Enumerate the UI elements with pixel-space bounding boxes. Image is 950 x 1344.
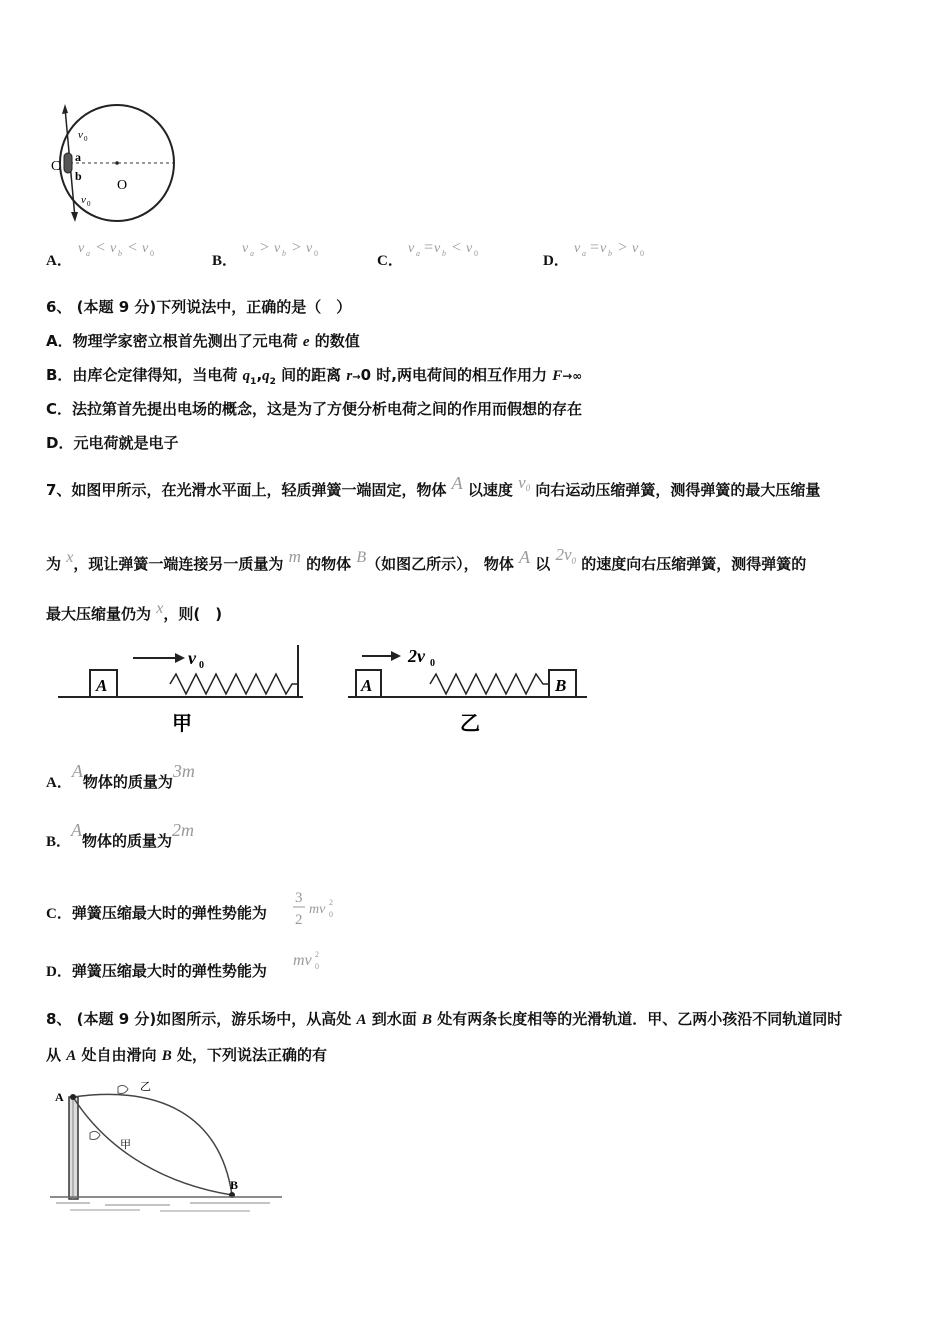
label-a: a <box>75 150 81 164</box>
svg-text:0: 0 <box>314 249 318 258</box>
svg-text:0: 0 <box>474 249 478 258</box>
label-jia: 甲 <box>120 1139 131 1151</box>
q6-option-d: D．元电荷就是电子 <box>46 434 179 452</box>
q5-option-a-expr <box>76 236 166 260</box>
q5-option-a-letter: A． <box>46 253 72 269</box>
q6-option-a: A．物理学家密立根首先测出了元电荷 e 的数值 <box>46 332 360 350</box>
q7-stem-line2: 为 x，现让弹簧一端连接另一质量为 m 的物体 B（如图乙所示）， 物体 A 以 $2v_0$ 的速度向右压缩弹簧，测得弹簧的 <box>46 545 807 573</box>
q7-option-d-formula <box>291 946 341 978</box>
label-point-b: B <box>230 1178 239 1192</box>
svg-text:0: 0 <box>84 135 88 143</box>
svg-text:0: 0 <box>315 962 319 971</box>
svg-text:v: v <box>466 241 473 256</box>
q6-option-b: B．由库仑定律得知，当电荷 $q_1,q_2$ 间的距离 r→0 时,两电荷间的相互作用力 F→∞ <box>46 366 583 387</box>
svg-text:b: b <box>442 249 446 258</box>
svg-text:0: 0 <box>430 658 435 669</box>
q8-stem-line2: 从 A 处自由滑向 B 处，下列说法正确的有 <box>46 1046 327 1064</box>
block-a-left: A <box>96 676 108 695</box>
svg-text:>: > <box>292 239 302 256</box>
svg-text:0: 0 <box>199 660 204 671</box>
spring-figure-right <box>345 640 595 740</box>
label-yi: 乙 <box>140 1081 151 1093</box>
svg-text:2: 2 <box>315 950 319 959</box>
svg-text:mv: mv <box>293 952 312 969</box>
q7-option-a: A．A物体的质量为3m <box>46 761 195 791</box>
svg-text:b: b <box>118 249 122 258</box>
svg-text:a: a <box>250 249 254 258</box>
svg-text:v: v <box>574 241 581 256</box>
svg-text:0: 0 <box>150 249 154 258</box>
svg-text:0: 0 <box>87 200 91 208</box>
svg-text:b: b <box>608 249 612 258</box>
label-c: C <box>51 159 61 174</box>
svg-text:b: b <box>282 249 286 258</box>
svg-text:2: 2 <box>295 912 303 928</box>
svg-text:v: v <box>632 241 639 256</box>
label-point-a: A <box>55 1090 64 1104</box>
svg-text:2: 2 <box>329 898 333 907</box>
caption-yi: 乙 <box>460 713 480 735</box>
svg-text:3: 3 <box>295 890 303 906</box>
svg-text:v: v <box>434 241 441 256</box>
q7-option-c: C．弹簧压缩最大时的弹性势能为 <box>46 904 267 922</box>
q5-option-d-expr <box>572 236 662 260</box>
svg-text:<: < <box>452 239 462 256</box>
circle-figure <box>45 100 185 225</box>
q5-option-d-letter: D． <box>543 253 569 269</box>
svg-text:v: v <box>142 241 149 256</box>
q5-option-b-letter: B． <box>212 253 238 269</box>
block-a-right: A <box>361 676 373 695</box>
svg-text:a: a <box>416 249 420 258</box>
svg-text:=: = <box>424 239 434 256</box>
q7-stem-line1: 7、如图甲所示，在光滑水平面上，轻质弹簧一端固定，物体 A 以速度 $v_0$ 向右运动压缩弹簧，测得弹簧的最大压缩量 <box>46 473 821 499</box>
svg-text:v: v <box>110 241 117 256</box>
label-b: b <box>75 169 82 183</box>
slide-figure <box>50 1075 290 1225</box>
block-b-right: B <box>555 676 567 695</box>
q5-option-c-letter: C． <box>377 253 403 269</box>
q5-option-c-expr <box>406 236 496 260</box>
svg-text:v: v <box>78 241 85 256</box>
svg-text:a: a <box>86 249 90 258</box>
svg-text:v: v <box>408 241 415 256</box>
svg-text:0: 0 <box>640 249 644 258</box>
q7-option-b: B．A物体的质量为2m <box>46 820 195 850</box>
svg-text:v: v <box>306 241 313 256</box>
svg-text:mv: mv <box>309 902 326 917</box>
svg-text:<: < <box>96 239 106 256</box>
svg-text:>: > <box>260 239 270 256</box>
svg-text:v: v <box>600 241 607 256</box>
label-o: O <box>117 178 128 193</box>
svg-text:<: < <box>128 239 138 256</box>
q6-option-c: C．法拉第首先提出电场的概念，这是为了方便分析电荷之间的作用而假想的存在 <box>46 400 583 418</box>
q5-option-b-expr <box>240 236 330 260</box>
svg-text:a: a <box>582 249 586 258</box>
svg-text:v: v <box>242 241 249 256</box>
label-v0-bottom: v <box>81 194 86 206</box>
svg-text:=: = <box>590 239 600 256</box>
svg-text:v: v <box>274 241 281 256</box>
q7-option-d: D．弹簧压缩最大时的弹性势能为 <box>46 962 267 980</box>
svg-text:0: 0 <box>329 910 333 919</box>
q7-stem-line3: 最大压缩量仍为 x，则( ) <box>46 600 223 623</box>
q8-stem-line1: 8、 (本题 9 分)如图所示，游乐场中，从高处 A 到水面 B 处有两条长度相等的光滑轨道．甲、乙两小孩沿不同轨道同时 <box>46 1010 843 1028</box>
svg-text:>: > <box>618 239 628 256</box>
q7-option-c-formula <box>290 885 350 933</box>
arrow-label-2v0: 2v <box>408 646 425 666</box>
arrow-label-v0: v <box>188 648 196 668</box>
label-v0-top: v <box>78 129 83 141</box>
spring-figure-left <box>55 640 315 740</box>
caption-jia: 甲 <box>172 713 192 735</box>
q6-stem: 6、 (本题 9 分)下列说法中，正确的是（ ） <box>46 298 352 316</box>
